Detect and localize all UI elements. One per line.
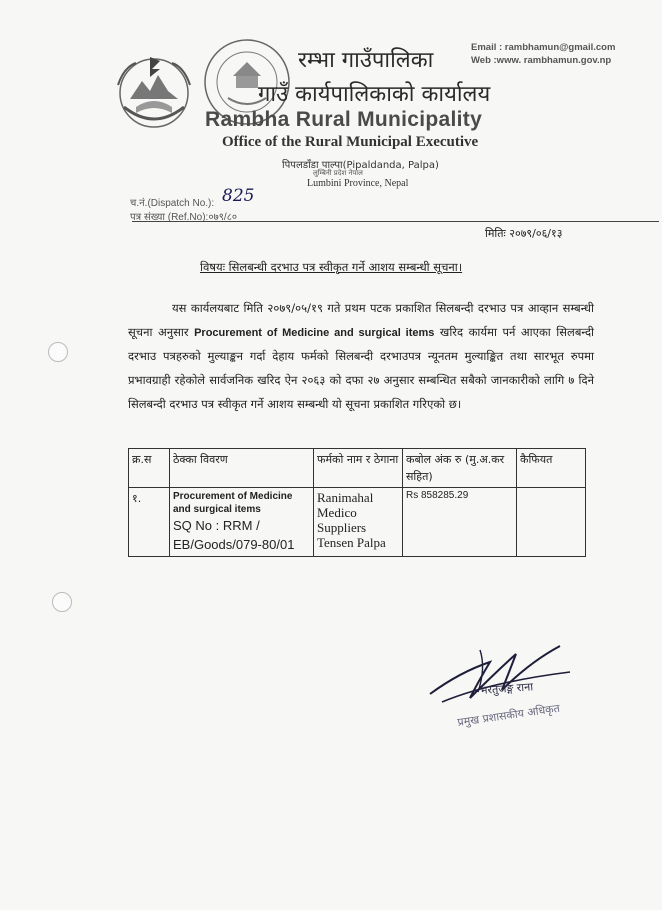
address-line-1: पिपलडाँडा पाल्पा(Pipaldanda, Palpa) — [282, 160, 439, 171]
body-procurement-title: Procurement of Medicine and surgical items — [194, 326, 435, 339]
municipality-name-english: Rambha Rural Municipality — [205, 108, 483, 131]
col-header-sn: क्र.स — [129, 449, 170, 488]
municipality-name-nepali: रम्भा गाउँपालिका — [298, 48, 434, 73]
office-name-english: Office of the Rural Municipal Executive — [222, 134, 479, 150]
punch-hole-bottom — [52, 592, 72, 612]
cell-firm: Ranimahal Medico Suppliers Tensen Palpa — [314, 488, 403, 557]
nepal-emblem-icon — [110, 47, 198, 135]
notice-body — [128, 297, 594, 417]
col-header-amount: कबोल अंक रु (मु.अ.कर सहित) — [403, 449, 517, 488]
cell-amount: Rs 858285.29 — [403, 488, 517, 557]
letter-subject: विषयः सिलबन्धी दरभाउ पत्र स्वीकृत गर्ने आशय सम्बन्धी सूचना। — [200, 260, 463, 274]
body-text-part-2: खरिद कार्यमा पर्न आएका सिलबन्दी दरभाउ पत्रहरुको मुल्याङ्कन गर्दा देहाय फर्मको सिलबन्दी दरभाउपत्र न्यूनतम मुल्याङ्कित तथा सारभूत रुपमा प्रभावग्राही रहेकोले सार्वजनिक खरिद ऐन २०६३ को दफा २७ अनुसार सम्बन्धित सबैको जानकारीको लागि ७ दिने सिलबन्दी दरभाउ पत्र स्वीकृत गर्ने आशय सम्बन्धी यो सूचना प्रकाशित गरिएको छ। — [128, 324, 595, 411]
cell-description — [170, 488, 314, 557]
col-header-description: ठेक्का विवरण — [170, 449, 314, 488]
item-sq-number: SQ No : RRM / EB/Goods/079-80/01 — [173, 518, 295, 552]
header-divider — [132, 221, 659, 222]
cell-sn: १. — [129, 488, 170, 557]
email-text: Email : rambhamun@gmail.com — [471, 42, 616, 53]
svg-text:भरतुजङ्ग राना: भरतुजङ्ग राना — [479, 680, 534, 697]
item-title: Procurement of Medicine and surgical items — [173, 491, 293, 515]
address-line-3: Lumbini Province, Nepal — [307, 178, 409, 189]
website-text: Web :www. rambhamun.gov.np — [471, 55, 612, 66]
table-row — [129, 488, 586, 557]
officer-signature — [420, 632, 600, 742]
dispatch-number: 825 — [222, 186, 255, 206]
dispatch-label: च.नं.(Dispatch No.): — [130, 198, 215, 209]
letter-date: मितिः २०७९/०६/१३ — [485, 227, 563, 240]
address-line-2: लुम्बिनी प्रदेश नेपाल — [313, 169, 363, 177]
cell-remarks — [517, 488, 586, 557]
office-name-nepali: गाउँ कार्यपालिकाको कार्यालय — [258, 82, 491, 107]
svg-text:प्रमुख प्रशासकीय अधिकृत: प्रमुख प्रशासकीय अधिकृत — [456, 701, 561, 729]
body-text-part-1: यस कार्यलयबाट मिति २०७९/०५/१९ गते प्रथम पटक प्रकाशित सिलबन्दी दरभाउ पत्र आव्हान सम्बन्धी सूचना अनुसार — [128, 301, 594, 339]
punch-hole-top — [48, 342, 68, 362]
reference-value: ०७९/८० — [208, 212, 238, 223]
reference-label: पत्र संख्या (Ref.No): — [130, 212, 209, 223]
bid-table — [128, 448, 586, 557]
col-header-firm: फर्मको नाम र ठेगाना — [314, 449, 403, 488]
table-header-row — [129, 449, 586, 488]
col-header-remarks: कैफियत — [517, 449, 586, 488]
